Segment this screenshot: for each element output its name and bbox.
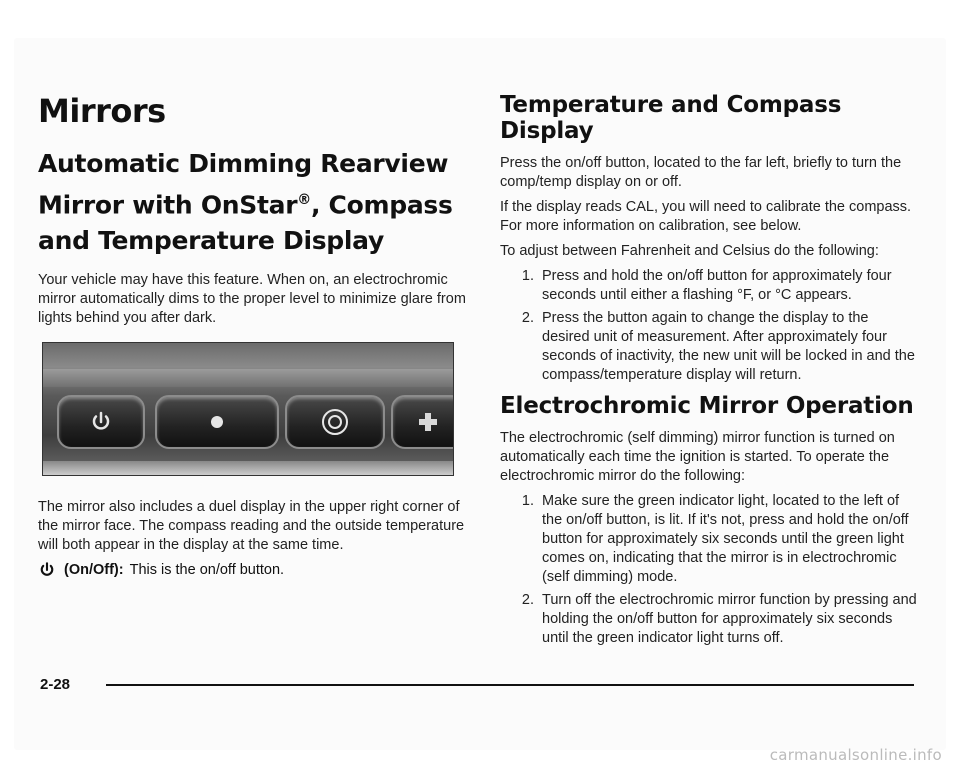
power-label: (On/Off): [64, 562, 124, 579]
list-item: 2. Turn off the electrochromic mirror function by pressing and holding the on/off button for approximately six seconds until the green indicator light turns off. [538, 591, 920, 648]
intro-paragraph: Your vehicle may have this feature. When on, an electrochromic mirror automatically dims to the proper level to minimize glare from lights behind you after dark. [38, 272, 466, 327]
section-title: Mirrors [38, 92, 166, 130]
left-column [38, 92, 468, 579]
dot-icon [210, 415, 224, 429]
electrochromic-heading: Electrochromic Mirror Operation [500, 393, 914, 419]
subsection-title: Automatic Dimming Rearview Mirror with OnStar®, Compass and Temperature Display [38, 149, 453, 256]
electro-steps [500, 492, 920, 648]
page-number: 2-28 [40, 676, 71, 693]
temp-paragraph-1: Press the on/off button, located to the far left, briefly to turn the comp/temp display on or off. [500, 155, 902, 190]
onstar-button-image [285, 395, 385, 449]
power-icon [89, 410, 113, 434]
plus-button-image [391, 395, 454, 449]
electro-paragraph-1: The electrochromic (self dimming) mirror function is turned on automatically each time the ignition is started. To operate the electrochromic mirror do the following: [500, 430, 895, 484]
temp-paragraph-3: To adjust between Fahrenheit and Celsius do the following: [500, 243, 879, 259]
power-desc: This is the on/off button. [129, 562, 285, 579]
power-button-image [57, 395, 145, 449]
list-item: 1. Make sure the green indicator light, located to the left of the on/off button, is lit. If it's not, press and hold the on/off button for approximately six seconds until the green light comes on, indicating that the mirror is in electrochromic (self dimming) mode. [538, 492, 920, 587]
right-column [500, 92, 920, 656]
indicator-button-image [155, 395, 279, 449]
power-description [38, 561, 468, 579]
list-item: 1. Press and hold the on/off button for approximately four seconds until either a flashing °F, or °C appears. [538, 267, 920, 305]
plus-icon [417, 411, 439, 433]
watermark: carmanualsonline.info [769, 746, 942, 764]
mirror-buttons-photo [42, 342, 454, 476]
list-item: 2. Press the button again to change the display to the desired unit of measurement. After approximately four seconds of inactivity, the new unit will be locked in and the compass/temperature display will return. [538, 309, 920, 385]
power-icon [38, 561, 56, 579]
footer-rule [106, 684, 914, 686]
temp-steps [500, 267, 920, 385]
temp-compass-heading: Temperature and Compass Display [500, 92, 842, 144]
dual-display-paragraph: The mirror also includes a duel display in the upper right corner of the mirror face. The compass reading and the outside temperature will both appear in the display at the same time. [38, 499, 465, 554]
onstar-icon [320, 407, 350, 437]
temp-paragraph-2: If the display reads CAL, you will need to calibrate the compass. For more information on calibration, see below. [500, 199, 912, 234]
